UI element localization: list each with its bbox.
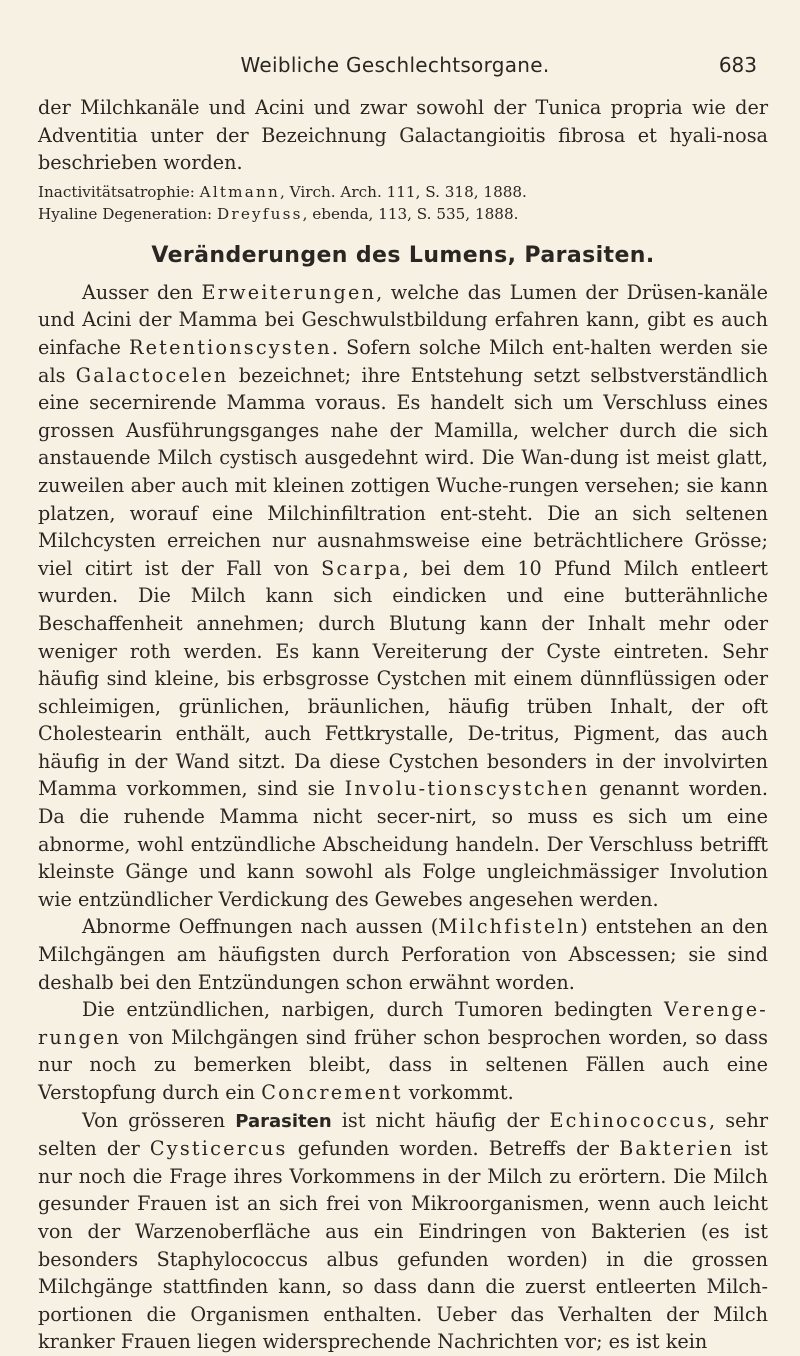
- paragraph-strictures: [38, 996, 768, 1106]
- text-run: Von grösseren: [82, 1108, 236, 1132]
- reference-label: Hyaline Degeneration:: [38, 204, 217, 223]
- text-run: Abnorme Oeffnungen nach aussen (: [82, 915, 439, 939]
- emphasis-term: Cysticercus: [149, 1137, 288, 1161]
- reference-line-1: [38, 181, 768, 203]
- text-run: ist nicht häufig der: [331, 1108, 550, 1132]
- text-run: gefunden worden. Betreffs der: [287, 1137, 620, 1161]
- reference-block: [38, 181, 768, 225]
- emphasis-term: Retentionscysten: [128, 335, 332, 359]
- paragraph-parasites: [38, 1107, 768, 1356]
- text-body: [38, 94, 768, 1356]
- paragraph-milk-fistulas: [38, 913, 768, 996]
- paragraph-retention-cysts: [38, 279, 768, 914]
- section-heading: Veränderungen des Lumens, Parasiten.: [151, 242, 655, 268]
- running-title: Weibliche Geschlechtsorgane.: [240, 53, 550, 77]
- reference-author: Dreyfuss: [216, 204, 303, 223]
- bold-term: Parasiten: [235, 1110, 332, 1132]
- emphasis-term: Involu-tionscystchen: [344, 777, 590, 801]
- text-run: ist nur noch die Frage ihres Vorkommens in der Milch zu erörtern. Die Milch gesunder Frauen ist an sich frei von Mikroorganismen, wenn auch leicht von der Warzenoberfläche aus ein Eindringen von Bakterien (es ist besonders Staphylococcus albus gefunden worden) in die grossen Milchgänge stattfinden kann, so dass dann die zuerst entleerten Milch-portionen die Organismen enthalten. Ueber das Verhalten der Milch kranker Frauen liegen widersprechende Nachrichten vor; es ist kein: [38, 1137, 769, 1354]
- text-run: genannt worden. Da die ruhende Mamma nicht secer-nirt, so muss es sich um eine abnorme, wohl entzündliche Abscheidung handeln. Der Verschluss betrifft kleinste Gänge und kann sowohl als Folge ungleichmässiger Involution wie entzündlicher Verdickung des Gewebes angesehen werden.: [38, 777, 768, 911]
- text-run: ) entstehen an den Milchgängen am häufigsten durch Perforation von Abscessen; sie sind deshalb bei den Entzündungen schon erwähnt worden.: [38, 915, 769, 994]
- reference-source: , Virch. Arch. 111, S. 318, 1888.: [280, 182, 527, 201]
- text-run: Ausser den: [82, 280, 202, 304]
- emphasis-term: Milchfisteln: [438, 915, 581, 939]
- text-run: . Sofern solche Milch ent-halten werden sie als: [38, 335, 768, 387]
- reference-line-2: [38, 203, 768, 225]
- emphasis-term: Erweiterungen: [201, 280, 377, 304]
- intro-paragraph: der Milchkanäle und Acini und zwar sowohl der Tunica propria wie der Adventitia unter der Bezeichnung Galactangioitis fibrosa et hyali-nosa beschrieben worden.: [38, 96, 768, 175]
- emphasis-term: Bakterien: [619, 1137, 735, 1161]
- emphasis-term: Concrement: [261, 1081, 403, 1104]
- text-run: Die entzündlichen, narbigen, durch Tumoren bedingten: [82, 998, 664, 1022]
- text-run: , sehr selten der: [38, 1108, 768, 1161]
- running-header: [0, 50, 790, 80]
- emphasis-term: Scarpa: [321, 556, 403, 580]
- text-run: von Milchgängen sind früher schon besprochen worden, so dass nur noch zu bemerken bleibt, dass in seltenen Fällen auch eine Verstopfung durch ein: [38, 1025, 768, 1104]
- emphasis-term: Galactocelen: [75, 363, 229, 387]
- emphasis-term: Echinococcus: [549, 1108, 710, 1132]
- reference-author: Altmann: [199, 182, 281, 201]
- reference-source: , ebenda, 113, S. 535, 1888.: [302, 204, 519, 223]
- reference-label: Inactivitätsatrophie:: [38, 182, 200, 201]
- text-run: vorkommt.: [402, 1081, 514, 1104]
- text-run: , bei dem 10 Pfund Milch entleert wurden. Die Milch kann sich eindicken und eine butterähnliche Beschaffenheit annehmen; durch Blutung kann der Inhalt mehr oder weniger roth werden. Es kann Vereiterung der Cyste eintreten. Sehr häufig sind kleine, bis erbsgrosse Cystchen mit einem dünnflüssigen oder schleimigen, grünlichen, bräunlichen, häufig trüben Inhalt, der oft Cholestearin enthält, auch Fettkrystalle, De-tritus, Pigment, das auch häufig in der Wand sitzt. Da diese Cystchen besonders in der involvirten Mamma vorkommen, sind sie: [38, 556, 768, 801]
- page-number: 683: [718, 53, 757, 77]
- emphasis-term: Verenge-rungen: [38, 998, 768, 1049]
- text-run: bezeichnet; ihre Entstehung setzt selbstverständlich eine secernirende Mamma voraus. Es handelt sich um Verschluss eines grossen Ausführungsganges nahe der Mamilla, welcher durch die sich anstauende Milch cystisch ausgedehnt wird. Die Wan-dung ist meist glatt, zuweilen aber auch mit kleinen zottigen Wuche-rungen versehen; sie kann platzen, worauf eine Milchinfiltration ent-steht. Die an sich seltenen Milchcysten erreichen nur ausnahmsweise eine beträchtlichere Grösse; viel citirt ist der Fall von: [38, 363, 768, 580]
- text-run: , welche das Lumen der Drüsen-kanäle und Acini der Mamma bei Geschwulstbildung erfahren kann, gibt es auch einfache: [38, 280, 768, 359]
